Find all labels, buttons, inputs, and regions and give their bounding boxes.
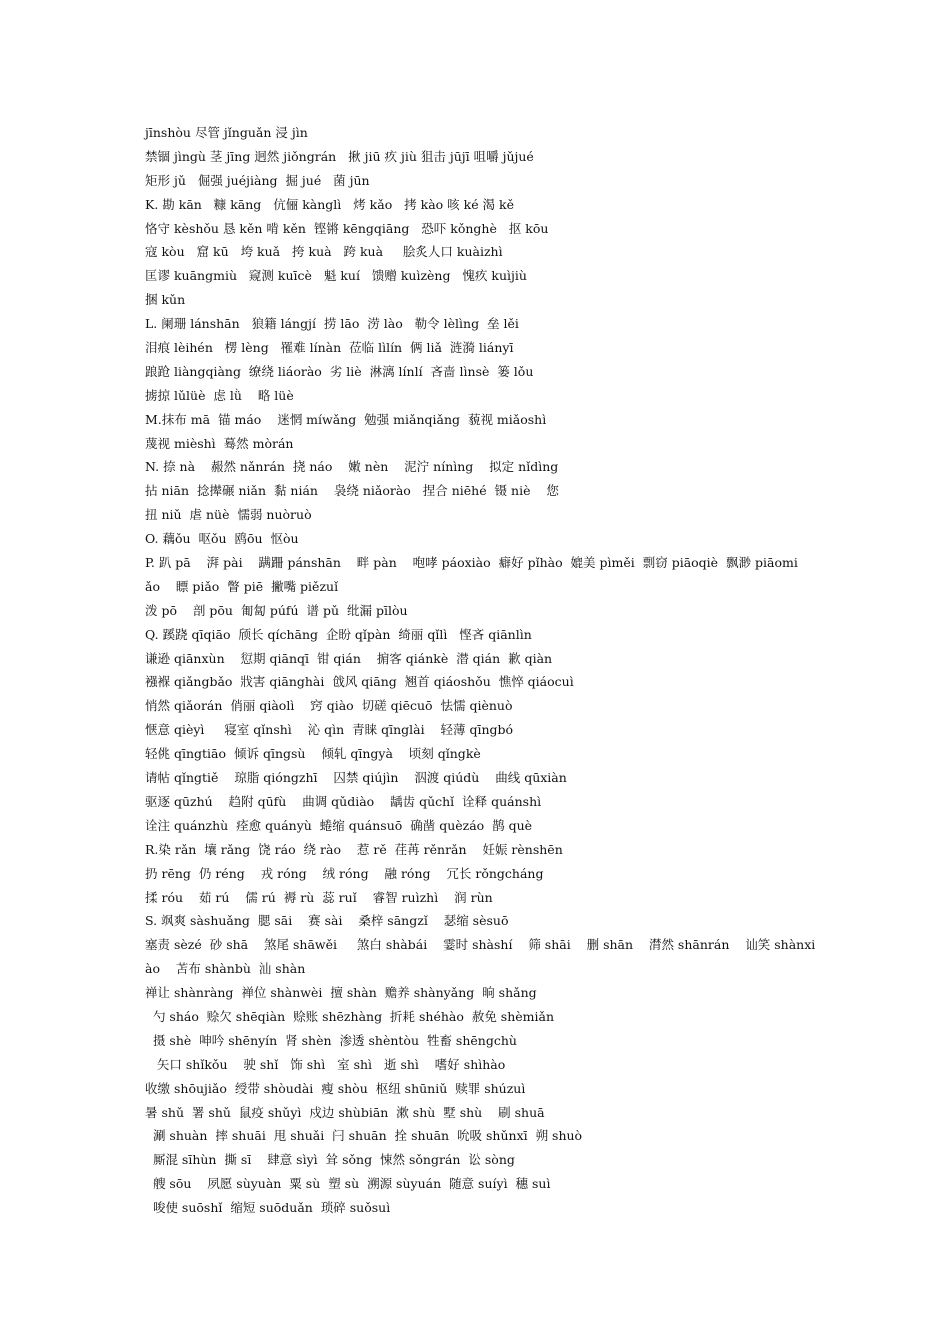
text-line: 踉跄 liàngqiàng 缭绕 liáorào 劣 liè 淋漓 línlí 吝啬 lìnsè 篓 lǒu (145, 363, 534, 379)
text-line: K. 勘 kān 糠 kāng 伉俪 kànglì 烤 kǎo 拷 kào 咳 ké 渴 kě (145, 196, 515, 212)
text-line: 寇 kòu 窟 kū 垮 kuǎ 挎 kuà 跨 kuà 脍炙人口 kuàizhì (145, 244, 503, 260)
text-line: 暑 shǔ 署 shǔ 鼠疫 shǔyì 戍边 shùbiān 漱 shù 墅 shù 刷 shuā (145, 1104, 545, 1120)
text-line: 掳掠 lǔlüè 虑 lǜ 略 lüè (145, 387, 294, 403)
text-line: 矢口 shǐkǒu 驶 shǐ 饰 shì 室 shì 逝 shì 嗜好 shìhào (145, 1056, 506, 1072)
text-line: 恪守 kèshǒu 恳 kěn 啃 kěn 铿锵 kēngqiāng 恐吓 kǒnghè 抠 kōu (145, 220, 549, 236)
text-line: 轻佻 qīngtiāo 倾诉 qīngsù 倾轧 qīngyà 顷刻 qǐngkè (145, 746, 481, 762)
text-line: 唆使 suōshǐ 缩短 suōduǎn 琐碎 suǒsuì (145, 1200, 391, 1216)
text-line: jīnshòu 尽管 jǐnguǎn 浸 jìn (145, 125, 308, 140)
text-line: 襁褓 qiǎngbǎo 戕害 qiānghài 戗风 qiāng 翘首 qiáoshǒu 憔悴 qiáocuì (145, 674, 574, 690)
text-line: 禅让 shànràng 禅位 shànwèi 擅 shàn 赡养 shànyǎng 晌 shǎng (145, 985, 537, 1001)
text-line: 摄 shè 呻吟 shēnyín 肾 shèn 渗透 shèntòu 牲畜 shēngchù (145, 1032, 517, 1048)
text-line: 艘 sōu 夙愿 sùyuàn 粟 sù 塑 sù 溯源 sùyuán 随意 suíyì 穗 suì (145, 1176, 551, 1192)
text-line: M.抹布 mā 锚 máo 迷惘 míwǎng 勉强 miǎnqiǎng 藐视 miǎoshì (145, 411, 547, 427)
text-line: Q. 蹊跷 qīqiāo 颀长 qíchāng 企盼 qǐpàn 绮丽 qǐlì 悭吝 qiānlìn (145, 626, 532, 642)
text-line: 泪痕 lèihén 楞 lèng 罹难 línàn 莅临 lìlín 俩 liǎ 涟漪 liányī (145, 340, 514, 356)
text-line: L. 阑珊 lánshān 狼籍 lángjí 捞 lāo 涝 lào 勒令 lèlìng 垒 lěi (145, 316, 519, 332)
text-line: S. 飒爽 sàshuǎng 腮 sāi 赛 sài 桑梓 sāngzǐ 瑟缩 sèsuō (145, 913, 509, 929)
text-line: 揉 róu 茹 rú 儒 rú 褥 rù 蕊 ruǐ 睿智 ruìzhì 润 rùn (145, 889, 493, 905)
text-line: R.染 rǎn 壤 rǎng 饶 ráo 绕 rào 惹 rě 荏苒 rěnrǎn 妊娠 rènshēn (145, 841, 563, 857)
text-line: 匡谬 kuāngmiù 窥测 kuīcè 魁 kuí 馈赠 kuìzèng 愧疚 kuìjiù (145, 268, 527, 284)
text-line: 捆 kǔn (145, 292, 186, 308)
text-line: 涮 shuàn 摔 shuāi 甩 shuǎi 闩 shuān 拴 shuān 吮吸 shǔnxī 朔 shuò (145, 1128, 583, 1144)
text-line: 蔑视 mièshì 蓦然 mòrán (145, 435, 294, 451)
text-line: 悄然 qiǎorán 俏丽 qiàolì 窍 qiào 切磋 qiēcuō 怯懦 qiènuò (145, 698, 513, 714)
text-line: 扔 rēng 仍 réng 戎 róng 绒 róng 融 róng 冗长 rǒngcháng (145, 865, 544, 881)
text-line: P. 趴 pā 湃 pài 蹒跚 pánshān 畔 pàn 咆哮 páoxiào 癖好 pǐhào 媲美 pìměi 剽窃 piāoqiè 飘渺 piāomi (145, 555, 798, 571)
text-line: 收缴 shōujiǎo 绶带 shòudài 瘦 shòu 枢纽 shūniǔ 赎罪 shúzuì (145, 1080, 526, 1096)
text-line: 勺 sháo 赊欠 shēqiàn 赊账 shēzhàng 折耗 shéhào 赦免 shèmiǎn (145, 1008, 555, 1024)
text-line: 驱逐 qūzhú 趋附 qūfù 曲调 qǔdiào 龋齿 qǔchǐ 诠释 quánshì (145, 793, 542, 809)
text-line: 请帖 qǐngtiě 琼脂 qióngzhī 囚禁 qiújìn 泅渡 qiúdù 曲线 qūxiàn (145, 770, 567, 786)
text-line: 诠注 quánzhù 痊愈 quányù 蜷缩 quánsuō 确凿 quèzáo 鹊 què (145, 817, 533, 833)
text-line: 矩形 jǔ 倔强 juéjiàng 掘 jué 菌 jūn (145, 172, 370, 188)
text-line: O. 藕ǒu 呕ǒu 鸥ōu 怄òu (145, 531, 299, 547)
text-line: 泼 pō 剖 pōu 匍匐 púfú 谱 pǔ 纰漏 pīlòu (145, 602, 408, 618)
text-line: 塞责 sèzé 砂 shā 煞尾 shāwěi 煞白 shàbái 霎时 shàshí 筛 shāi 删 shān 潸然 shānrán 讪笑 shànxi (145, 937, 816, 953)
text-line: ào 苫布 shànbù 汕 shàn (145, 961, 306, 977)
text-line: 惬意 qièyì 寝室 qǐnshì 沁 qìn 青睐 qīnglài 轻薄 qīngbó (145, 722, 514, 738)
text-line: 扭 niǔ 虐 nüè 懦弱 nuòruò (145, 507, 312, 523)
text-line: 拈 niān 捻撵碾 niǎn 黏 nián 袅绕 niǎorào 捏合 niēhé 镊 niè 您 (145, 483, 559, 499)
text-line: N. 捺 nà 赧然 nǎnrán 挠 náo 嫩 nèn 泥泞 nínìng 拟定 nǐdìng (145, 459, 559, 475)
text-line: 谦逊 qiānxùn 愆期 qiānqī 钳 qián 掮客 qiánkè 潜 qián 歉 qiàn (145, 650, 553, 666)
text-line: 禁锢 jìngù 茎 jīng 迥然 jiǒngrán 揪 jiū 疚 jiù 狙击 jūjī 咀嚼 jǔjué (145, 148, 534, 164)
text-line: 厮混 sīhùn 撕 sī 肆意 sìyì 耸 sǒng 悚然 sǒngrán 讼 sòng (145, 1152, 515, 1168)
pinyin-vocabulary-list (145, 121, 815, 1220)
text-line: ǎo 瞟 piǎo 瞥 piē 撇嘴 piězuǐ (145, 578, 339, 594)
